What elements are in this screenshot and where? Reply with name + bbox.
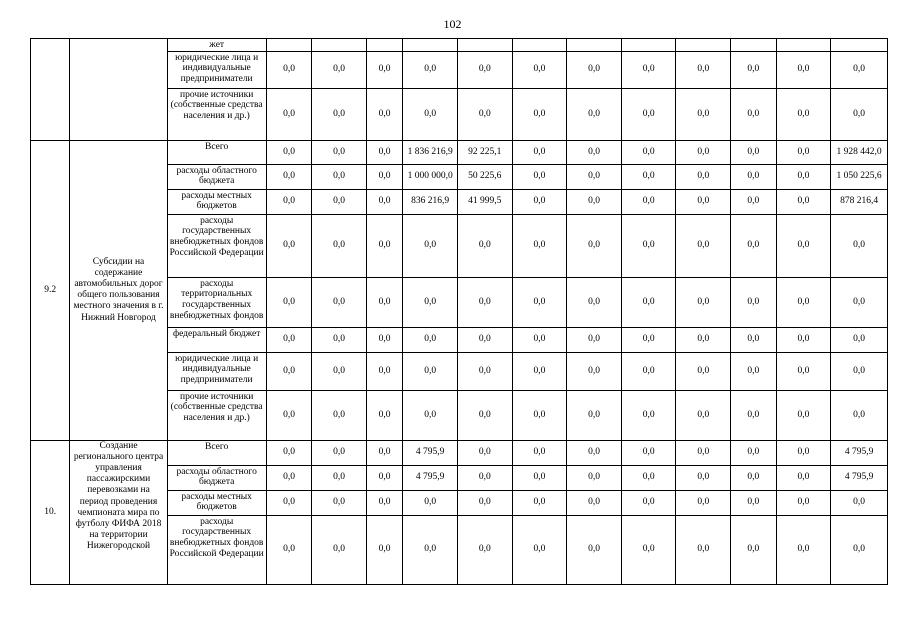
value-cell: 0,0 [366, 327, 402, 352]
value-cell: 0,0 [731, 51, 777, 88]
value-cell: 0,0 [312, 51, 367, 88]
value-cell: 1 928 442,0 [831, 140, 888, 164]
value-cell: 0,0 [512, 352, 567, 390]
value-cell: 0,0 [731, 490, 777, 515]
funding-source: прочие источники (собственные средства населения и др.) [167, 88, 266, 140]
value-cell: 0,0 [266, 164, 312, 189]
value-cell [567, 39, 622, 52]
value-cell: 0,0 [831, 327, 888, 352]
funding-source: расходы областного бюджета [167, 465, 266, 490]
value-cell: 0,0 [567, 189, 622, 214]
value-cell: 0,0 [831, 88, 888, 140]
table-row [31, 140, 888, 164]
value-cell: 0,0 [776, 88, 831, 140]
value-cell [676, 39, 731, 52]
value-cell: 0,0 [567, 352, 622, 390]
value-cell: 0,0 [676, 214, 731, 277]
value-cell: 0,0 [731, 189, 777, 214]
value-cell: 4 795,9 [403, 440, 458, 465]
funding-source: расходы местных бюджетов [167, 490, 266, 515]
value-cell: 0,0 [457, 490, 512, 515]
value-cell: 0,0 [567, 51, 622, 88]
value-cell: 0,0 [512, 440, 567, 465]
value-cell: 0,0 [731, 440, 777, 465]
value-cell: 0,0 [567, 140, 622, 164]
value-cell: 0,0 [776, 140, 831, 164]
value-cell: 0,0 [512, 164, 567, 189]
value-cell: 0,0 [266, 327, 312, 352]
funding-source: расходы местных бюджетов [167, 189, 266, 214]
value-cell: 0,0 [366, 214, 402, 277]
value-cell: 0,0 [731, 352, 777, 390]
value-cell: 0,0 [621, 88, 676, 140]
value-cell: 0,0 [776, 352, 831, 390]
value-cell: 0,0 [403, 327, 458, 352]
value-cell: 0,0 [457, 51, 512, 88]
value-cell: 0,0 [403, 515, 458, 584]
value-cell [312, 39, 367, 52]
value-cell: 0,0 [731, 390, 777, 440]
funding-source: жет [167, 39, 266, 52]
value-cell: 0,0 [457, 277, 512, 327]
value-cell: 0,0 [621, 490, 676, 515]
value-cell: 0,0 [457, 465, 512, 490]
value-cell: 0,0 [621, 440, 676, 465]
value-cell: 878 216,4 [831, 189, 888, 214]
value-cell: 0,0 [567, 214, 622, 277]
value-cell: 0,0 [776, 51, 831, 88]
value-cell: 0,0 [621, 51, 676, 88]
value-cell: 0,0 [366, 277, 402, 327]
value-cell: 0,0 [512, 515, 567, 584]
value-cell: 0,0 [512, 277, 567, 327]
value-cell: 0,0 [567, 164, 622, 189]
value-cell: 0,0 [567, 465, 622, 490]
value-cell: 0,0 [366, 515, 402, 584]
value-cell: 0,0 [776, 490, 831, 515]
value-cell: 0,0 [403, 490, 458, 515]
value-cell: 0,0 [266, 390, 312, 440]
value-cell: 0,0 [403, 390, 458, 440]
value-cell: 0,0 [621, 214, 676, 277]
funding-source: расходы территориальных государственных внебюджетных фондов [167, 277, 266, 327]
value-cell: 0,0 [831, 277, 888, 327]
measure-name: Субсидии на содержание автомобильных дорог общего пользования местного значения в г. Нижний Новгород [70, 140, 167, 440]
value-cell: 0,0 [312, 390, 367, 440]
value-cell: 0,0 [457, 327, 512, 352]
value-cell: 0,0 [621, 164, 676, 189]
value-cell: 0,0 [676, 465, 731, 490]
value-cell: 0,0 [457, 390, 512, 440]
value-cell: 0,0 [831, 390, 888, 440]
funding-source: Всего [167, 440, 266, 465]
value-cell: 0,0 [831, 214, 888, 277]
value-cell: 0,0 [403, 51, 458, 88]
value-cell [731, 39, 777, 52]
value-cell: 0,0 [512, 88, 567, 140]
funding-source: юридические лица и индивидуальные предприниматели [167, 352, 266, 390]
value-cell: 41 999,5 [457, 189, 512, 214]
value-cell: 0,0 [457, 214, 512, 277]
value-cell: 0,0 [621, 465, 676, 490]
value-cell: 0,0 [776, 440, 831, 465]
value-cell: 0,0 [676, 327, 731, 352]
funding-source: расходы государственных внебюджетных фондов Российской Федерации [167, 515, 266, 584]
value-cell: 0,0 [621, 327, 676, 352]
value-cell: 0,0 [831, 51, 888, 88]
value-cell: 0,0 [366, 490, 402, 515]
value-cell [621, 39, 676, 52]
value-cell: 0,0 [676, 440, 731, 465]
value-cell: 0,0 [776, 465, 831, 490]
value-cell: 4 795,9 [831, 465, 888, 490]
value-cell: 0,0 [676, 352, 731, 390]
row-number: 9.2 [31, 140, 70, 440]
value-cell: 0,0 [312, 515, 367, 584]
value-cell: 0,0 [512, 140, 567, 164]
value-cell: 0,0 [676, 88, 731, 140]
value-cell: 0,0 [266, 490, 312, 515]
value-cell: 0,0 [512, 465, 567, 490]
value-cell: 0,0 [567, 440, 622, 465]
value-cell: 0,0 [512, 490, 567, 515]
value-cell: 0,0 [366, 189, 402, 214]
value-cell: 0,0 [676, 51, 731, 88]
value-cell [266, 39, 312, 52]
value-cell: 0,0 [312, 140, 367, 164]
value-cell: 4 795,9 [831, 440, 888, 465]
value-cell: 0,0 [266, 140, 312, 164]
value-cell: 0,0 [731, 88, 777, 140]
value-cell: 0,0 [831, 490, 888, 515]
value-cell: 0,0 [366, 164, 402, 189]
value-cell [776, 39, 831, 52]
value-cell: 4 795,9 [403, 465, 458, 490]
value-cell: 0,0 [312, 88, 367, 140]
value-cell: 92 225,1 [457, 140, 512, 164]
value-cell: 0,0 [312, 440, 367, 465]
value-cell: 0,0 [731, 140, 777, 164]
funding-source: юридические лица и индивидуальные предприниматели [167, 51, 266, 88]
value-cell [403, 39, 458, 52]
value-cell: 0,0 [366, 352, 402, 390]
value-cell: 0,0 [312, 164, 367, 189]
value-cell: 0,0 [266, 352, 312, 390]
page-number: 102 [443, 17, 462, 31]
value-cell [457, 39, 512, 52]
value-cell: 0,0 [457, 440, 512, 465]
value-cell: 0,0 [457, 88, 512, 140]
value-cell: 0,0 [312, 490, 367, 515]
value-cell: 0,0 [567, 277, 622, 327]
value-cell: 0,0 [366, 51, 402, 88]
value-cell: 0,0 [621, 189, 676, 214]
value-cell: 0,0 [731, 515, 777, 584]
row-number [31, 39, 70, 141]
value-cell: 0,0 [512, 390, 567, 440]
value-cell: 0,0 [266, 214, 312, 277]
value-cell: 0,0 [676, 490, 731, 515]
value-cell: 0,0 [457, 352, 512, 390]
value-cell: 0,0 [366, 465, 402, 490]
value-cell: 0,0 [776, 214, 831, 277]
value-cell: 0,0 [567, 390, 622, 440]
value-cell: 0,0 [621, 140, 676, 164]
value-cell: 0,0 [457, 515, 512, 584]
funding-source: федеральный бюджет [167, 327, 266, 352]
value-cell: 0,0 [403, 277, 458, 327]
value-cell: 0,0 [731, 164, 777, 189]
value-cell: 0,0 [567, 88, 622, 140]
value-cell: 0,0 [266, 88, 312, 140]
value-cell: 0,0 [831, 515, 888, 584]
value-cell: 0,0 [621, 352, 676, 390]
value-cell: 0,0 [676, 390, 731, 440]
row-number: 10. [31, 440, 70, 584]
budget-table [30, 38, 888, 585]
value-cell [512, 39, 567, 52]
value-cell: 0,0 [621, 277, 676, 327]
value-cell: 0,0 [312, 189, 367, 214]
value-cell: 0,0 [776, 327, 831, 352]
value-cell: 0,0 [312, 352, 367, 390]
table-row [31, 440, 888, 465]
value-cell: 0,0 [266, 51, 312, 88]
value-cell: 0,0 [676, 140, 731, 164]
value-cell: 0,0 [266, 515, 312, 584]
value-cell: 0,0 [776, 390, 831, 440]
measure-name [70, 39, 167, 141]
value-cell: 0,0 [676, 277, 731, 327]
value-cell: 0,0 [403, 214, 458, 277]
value-cell: 0,0 [676, 189, 731, 214]
value-cell: 0,0 [567, 490, 622, 515]
value-cell: 0,0 [731, 465, 777, 490]
value-cell: 0,0 [266, 440, 312, 465]
value-cell: 0,0 [266, 465, 312, 490]
value-cell: 0,0 [567, 327, 622, 352]
value-cell: 0,0 [403, 352, 458, 390]
value-cell: 0,0 [731, 327, 777, 352]
value-cell: 0,0 [403, 88, 458, 140]
value-cell: 0,0 [366, 440, 402, 465]
value-cell [366, 39, 402, 52]
measure-name: Создание регионального центра управления пассажирскими перевозками на период проведения чемпионата мира по футболу ФИФА 2018 на территории Нижегородской [70, 440, 167, 584]
value-cell: 0,0 [731, 277, 777, 327]
value-cell: 0,0 [776, 164, 831, 189]
value-cell: 1 050 225,6 [831, 164, 888, 189]
value-cell: 0,0 [731, 214, 777, 277]
value-cell: 0,0 [366, 88, 402, 140]
value-cell: 836 216,9 [403, 189, 458, 214]
value-cell: 0,0 [512, 189, 567, 214]
value-cell: 0,0 [512, 51, 567, 88]
value-cell: 0,0 [512, 214, 567, 277]
value-cell: 0,0 [676, 164, 731, 189]
value-cell: 0,0 [567, 515, 622, 584]
value-cell: 0,0 [312, 327, 367, 352]
value-cell: 1 836 216,9 [403, 140, 458, 164]
funding-source: Всего [167, 140, 266, 164]
value-cell: 0,0 [266, 189, 312, 214]
value-cell: 0,0 [676, 515, 731, 584]
table-row [31, 39, 888, 52]
value-cell: 0,0 [776, 515, 831, 584]
value-cell: 0,0 [776, 189, 831, 214]
funding-source: прочие источники (собственные средства населения и др.) [167, 390, 266, 440]
value-cell: 0,0 [621, 390, 676, 440]
value-cell: 0,0 [366, 140, 402, 164]
value-cell: 50 225,6 [457, 164, 512, 189]
value-cell: 0,0 [776, 277, 831, 327]
value-cell: 0,0 [266, 277, 312, 327]
value-cell: 0,0 [831, 352, 888, 390]
funding-source: расходы государственных внебюджетных фондов Российской Федерации [167, 214, 266, 277]
value-cell: 0,0 [621, 515, 676, 584]
value-cell: 0,0 [312, 214, 367, 277]
value-cell [831, 39, 888, 52]
value-cell: 1 000 000,0 [403, 164, 458, 189]
value-cell: 0,0 [312, 277, 367, 327]
value-cell: 0,0 [512, 327, 567, 352]
value-cell: 0,0 [366, 390, 402, 440]
funding-source: расходы областного бюджета [167, 164, 266, 189]
value-cell: 0,0 [312, 465, 367, 490]
